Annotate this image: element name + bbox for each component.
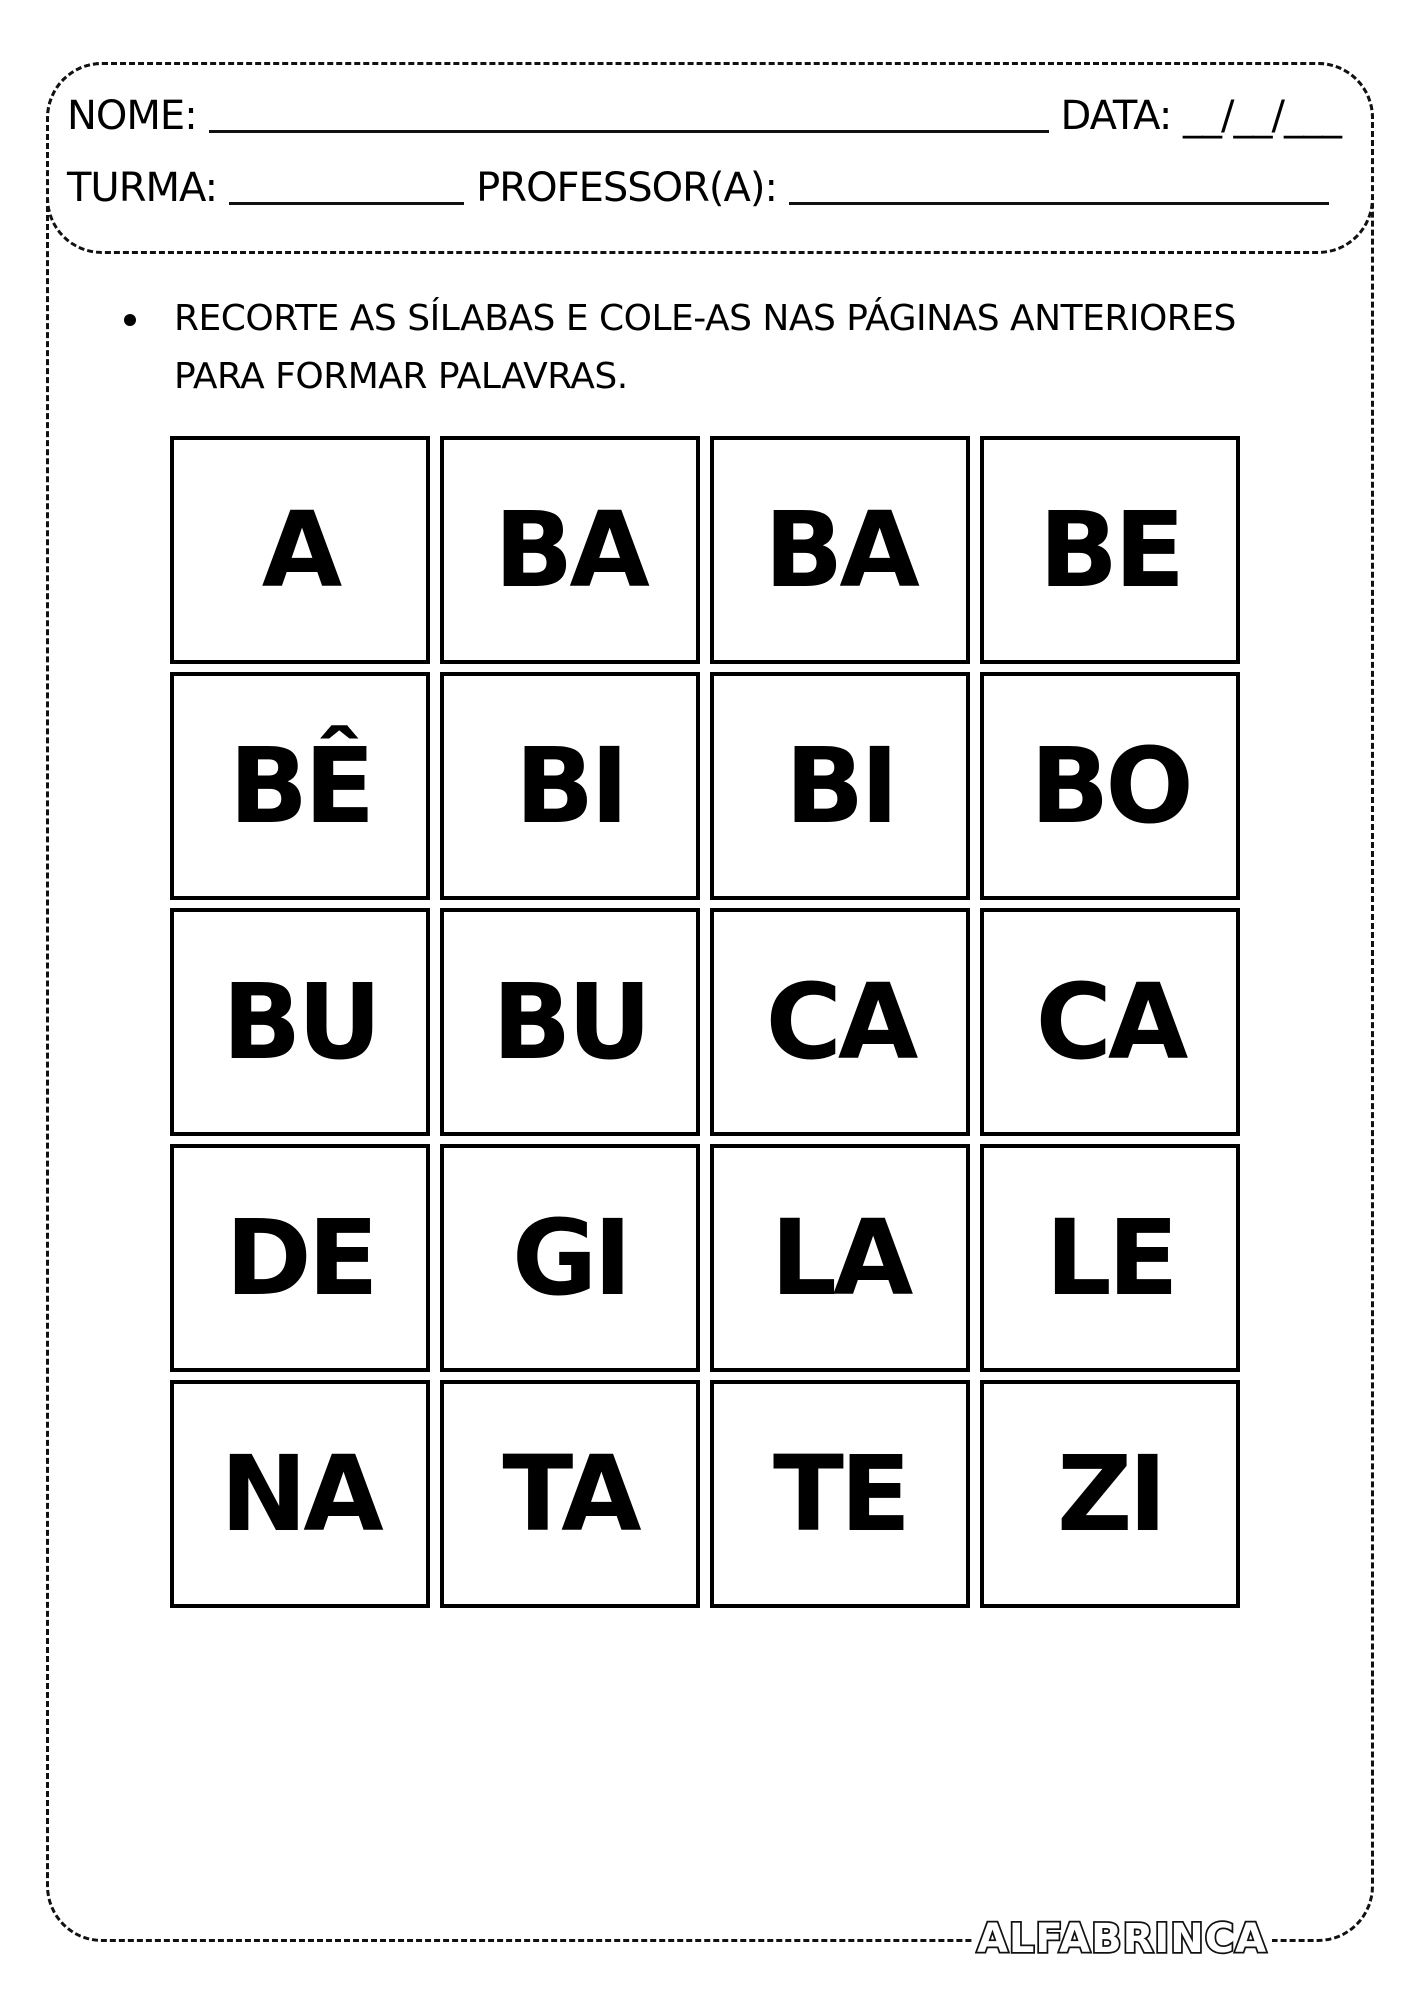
syllable-card[interactable]: CA [710, 908, 970, 1136]
syllable-card[interactable]: TA [440, 1380, 700, 1608]
class-field[interactable] [229, 202, 464, 205]
syllable-card[interactable]: TE [710, 1380, 970, 1608]
name-label: NOME: [67, 93, 197, 139]
syllable-card[interactable]: DE [170, 1144, 430, 1372]
syllable-card[interactable]: ZI [980, 1380, 1240, 1608]
alfabrinca-logo [972, 1910, 1272, 1966]
syllable-card[interactable]: GI [440, 1144, 700, 1372]
name-date-row [67, 93, 1341, 139]
syllable-card[interactable]: LA [710, 1144, 970, 1372]
logo-wordmark: ALFABRINCA [976, 1916, 1268, 1962]
syllable-card[interactable]: BU [170, 908, 430, 1136]
name-field[interactable] [209, 130, 1049, 133]
syllable-card[interactable]: LE [980, 1144, 1240, 1372]
syllable-card[interactable]: BA [440, 436, 700, 664]
syllable-card[interactable]: BO [980, 672, 1240, 900]
teacher-field[interactable] [789, 202, 1329, 205]
bullet-icon [124, 314, 136, 326]
syllable-card[interactable]: BA [710, 436, 970, 664]
class-label: TURMA: [67, 165, 218, 211]
student-info-header [46, 62, 1374, 254]
date-label: DATA: __/__/___ [1060, 93, 1341, 139]
syllable-card[interactable]: BI [710, 672, 970, 900]
class-teacher-row [67, 165, 1341, 211]
syllable-card[interactable]: BE [980, 436, 1240, 664]
syllable-card[interactable]: CA [980, 908, 1240, 1136]
syllable-card[interactable]: BÊ [170, 672, 430, 900]
syllable-card[interactable]: NA [170, 1380, 430, 1608]
teacher-label: PROFESSOR(A): [476, 165, 777, 211]
syllable-card[interactable]: BU [440, 908, 700, 1136]
syllable-card[interactable]: A [170, 436, 430, 664]
alfabrinca-logo-art [972, 1910, 1272, 1966]
instruction-text: RECORTE AS SÍLABAS E COLE-AS NAS PÁGINAS ANTERIORES PARA FORMAR PALAVRAS. [174, 298, 1236, 397]
syllable-card[interactable]: BI [440, 672, 700, 900]
